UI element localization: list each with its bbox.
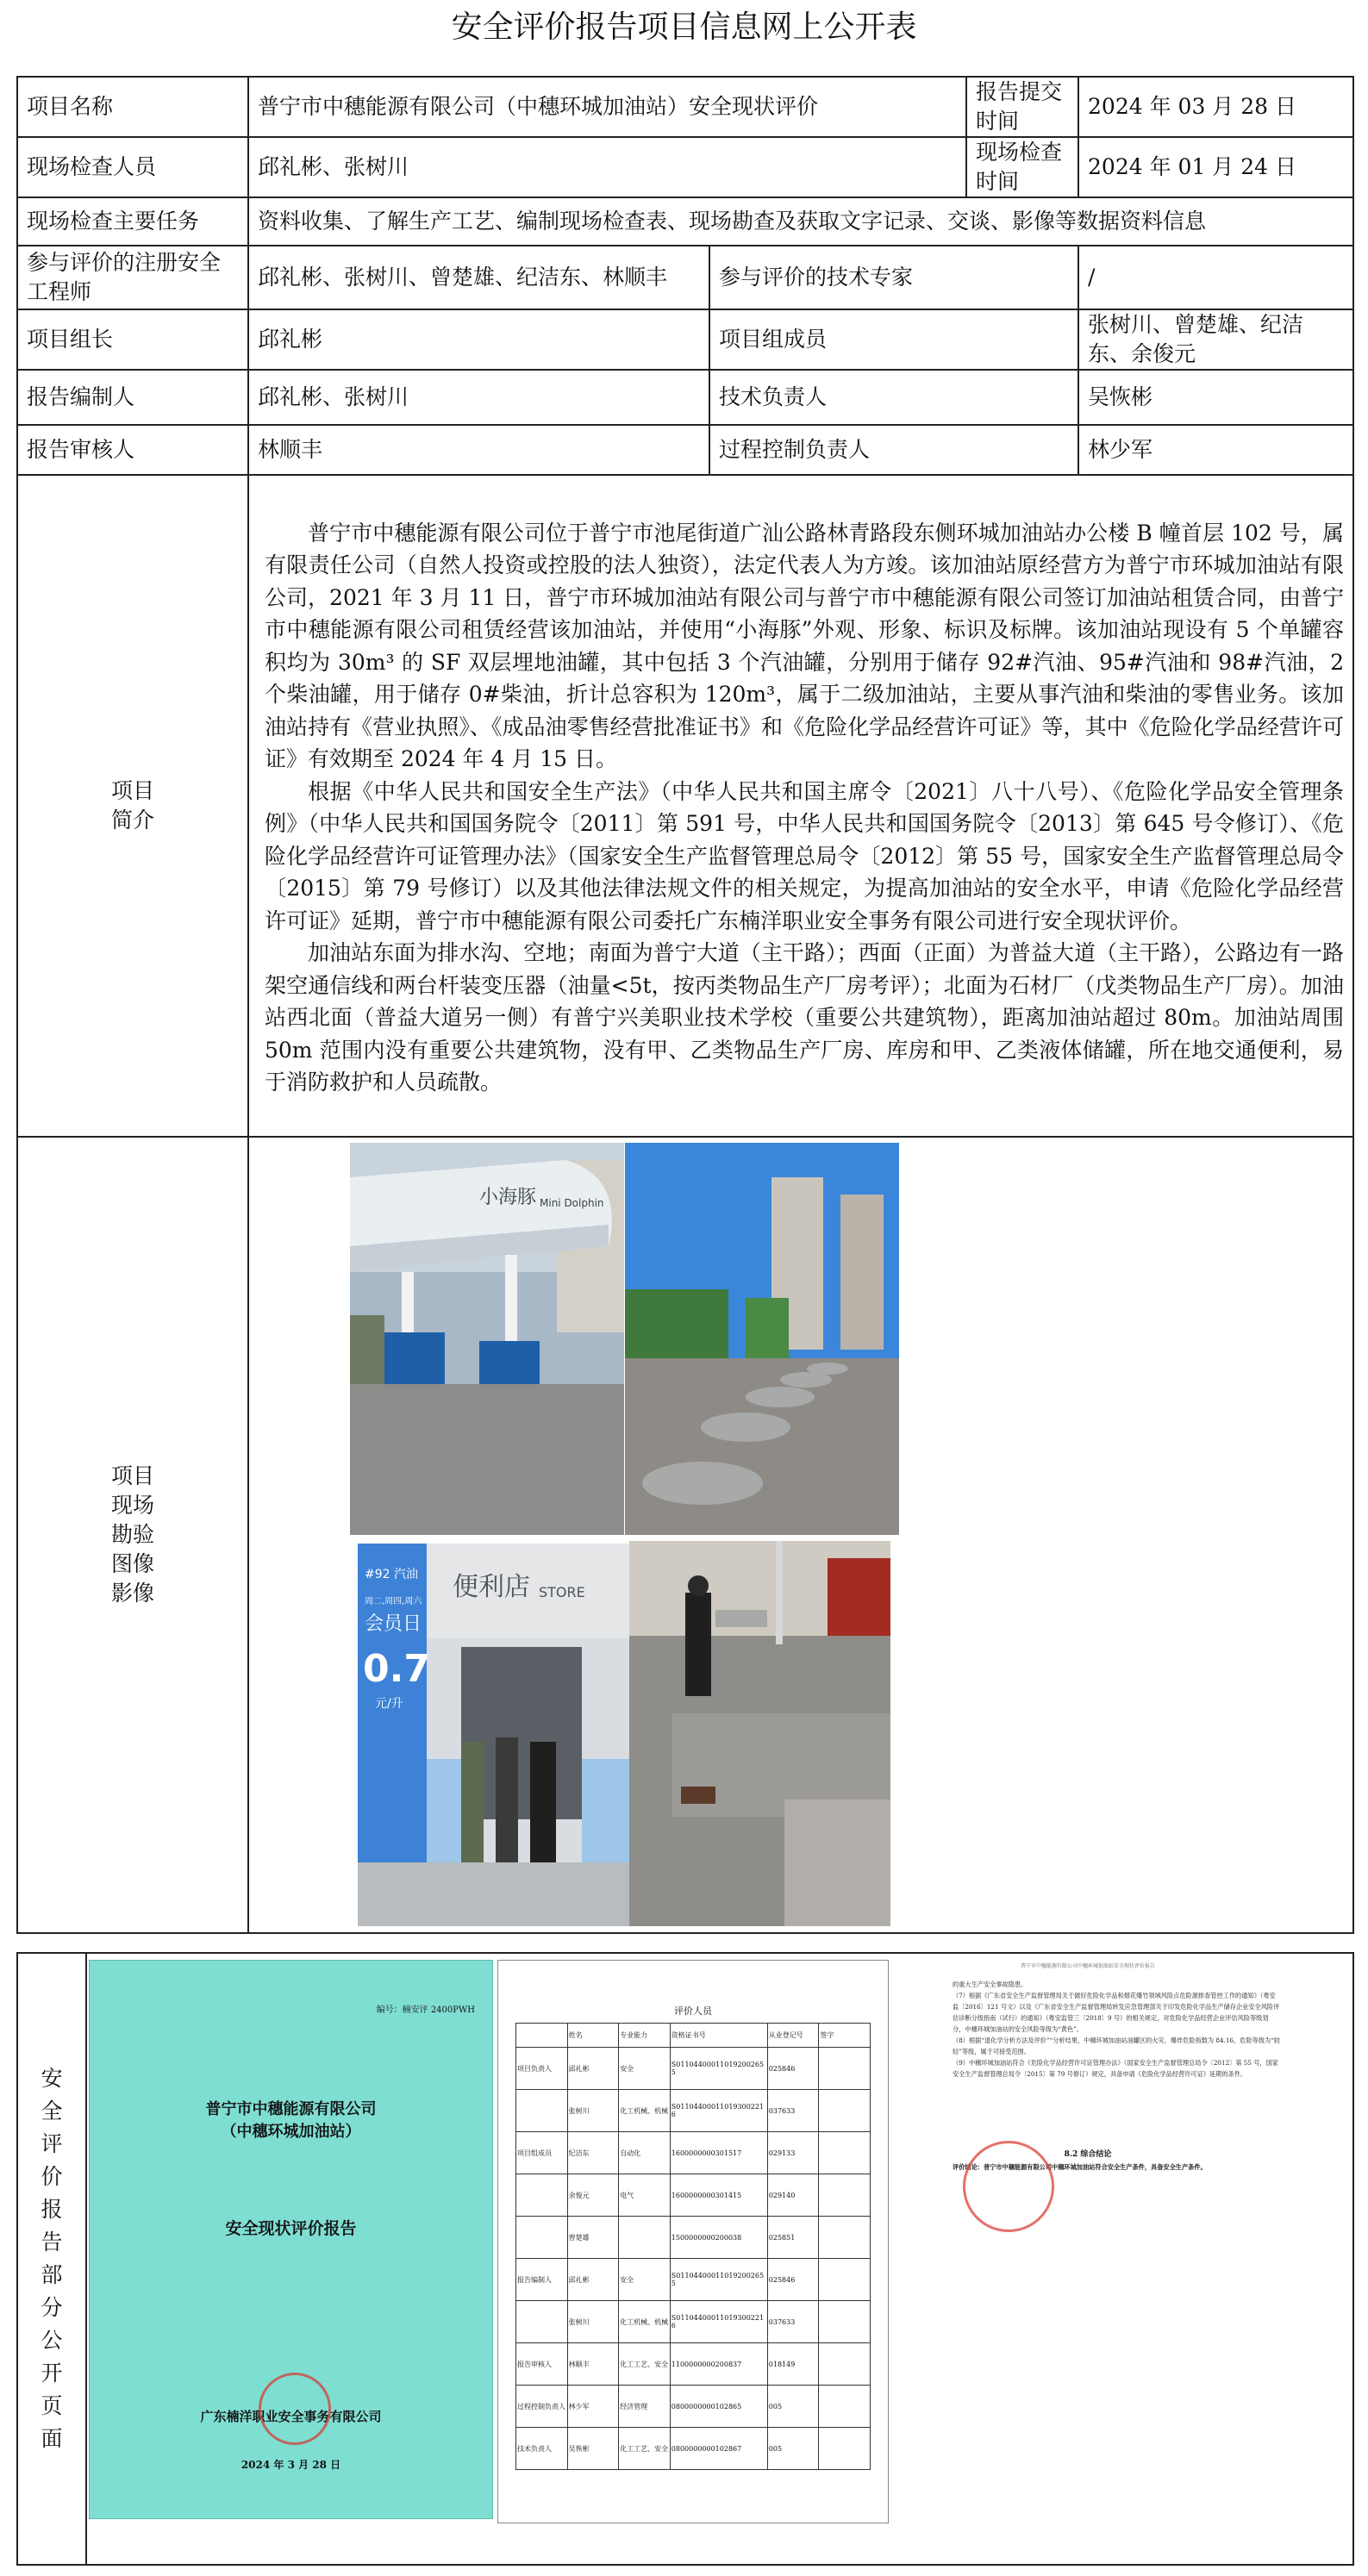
staff-row: 报告审核人 林顺丰 化工工艺、安全 1100000000200837 018149 [516, 2343, 871, 2386]
banner-title: 会员日 [365, 1613, 422, 1635]
cover-stamp [259, 2373, 331, 2445]
canopy-sign: 小海豚 [479, 1187, 537, 1208]
staff-row: 曾楚雄 1500000000200038 025851 [516, 2217, 871, 2259]
banner-days: 周二,周四,周六 [365, 1597, 422, 1606]
staff-title: 评价人员 [674, 2005, 712, 2017]
conclusion-section: 8.2 综合结论 [1064, 2150, 1112, 2159]
label-reviewer: 报告审核人 [17, 425, 248, 475]
cover-report-title: 安全现状评价报告 [225, 2219, 357, 2238]
value-inspectors: 邱礼彬、张树川 [248, 137, 966, 197]
photo-tank-area [625, 1143, 899, 1535]
staff-row: 张树川 化工机械、机械 S011044000110193002216 037633 [516, 2090, 871, 2132]
store-sign: 便利店 [453, 1572, 530, 1602]
intro-paragraph: 根据《中华人民共和国安全生产法》（中华人民共和国主席令〔2021〕八十八号）、《危险化学品安全管理条例》（中华人民共和国国务院令〔2011〕第 591 号，中华人民共和国国务院令〔2013〕第 645 号令修订）、《危险化学品经营许可证管理办法》（国家安全生产监督管理总局令〔2012〕第 55 号，国家安全生产监督管理总局令〔2015〕第 79 号修订）以及其他法律法规文件的相关规定，为提高加油站的安全水平，申请《危险化学品经营许可证》延期，普宁市中穗能源有限公司委托广东楠洋职业安全事务有限公司进行安全现状评价。 [265, 778, 1345, 933]
value-experts: / [1078, 246, 1353, 309]
value-submit-time: 2024 年 03 月 28 日 [1078, 77, 1353, 137]
cover-company: 普宁市中穗能源有限公司 [205, 2100, 377, 2118]
conclusion-page [894, 1960, 1282, 2522]
banner-price: 0.7 [363, 1647, 430, 1691]
canopy-sign-en: Mini Dolphin [540, 1197, 604, 1209]
public-label: 安全评价报告部分公开页面 [17, 1953, 86, 2565]
cover-date: 2024 年 3 月 28 日 [240, 2459, 341, 2471]
staff-row: 张树川 化工机械、机械 S011044000110193002216 037633 [516, 2301, 871, 2343]
value-leader: 邱礼彬 [248, 309, 709, 370]
label-experts: 参与评价的技术专家 [709, 246, 1078, 309]
cover-station: （中穗环城加油站） [221, 2123, 361, 2141]
store-sign-en: STORE [539, 1584, 585, 1600]
value-tasks: 资料收集、了解生产工艺、编制现场检查表、现场勘查及获取文字记录、交谈、影像等数据资料信息 [248, 197, 1353, 246]
value-compiler: 邱礼彬、张树川 [248, 370, 709, 425]
label-leader: 项目组长 [17, 309, 248, 370]
public-pages-cell [86, 1953, 1353, 2565]
label-project-name: 项目名称 [17, 77, 248, 137]
photos-cell [248, 1137, 1353, 1933]
staff-header-row: 姓名 专业能力 资格证书号 从业登记号 签字 [516, 2024, 871, 2048]
value-reviewer: 林顺丰 [248, 425, 709, 475]
value-process: 林少军 [1078, 425, 1353, 475]
value-project-name: 普宁市中穗能源有限公司（中穗环城加油站）安全现状评价 [248, 77, 966, 137]
value-inspect-time: 2024 年 01 月 24 日 [1078, 137, 1353, 197]
conclusion-text: 的重大生产安全事故隐患。 （7）根据《广东省安全生产监督管理局关于做好危险化学品和烟花爆竹领域风险点危险源排查管控工作的通知》（粤安监〔2016〕121 号文）以及《广东省安全生产监督管理局转发应急管理部关于印发危险化学品生产储存企业安全风险评估诊断分级指南（试行）的通知》（粤安监管三〔2018〕9 号）的相关规定，对危险化学品经营企业评估风险等级划分，中穗环城加油站的安全风险等级为“黄色”。 （8）根据“退化学分析方法及评价”“分析结果，中穗环城加油站油罐区的火灾、爆炸危险指数为 84.16，危险等级为“较轻”等级，属于可接受范围。 （9）中穗环城加油站符合《危险化学品经营许可证管理办法》（国家安全生产监督管理总局令〔2012〕第 55 号，国家安全生产监督管理总局令〔2015〕第 79 号修订）规定，具备申请《危险化学品经营许可证》延期的条件。 [953, 1980, 1280, 2078]
banner-unit: 元/升 [375, 1697, 403, 1711]
staff-table [515, 2023, 871, 2470]
conclusion-stamp [963, 2141, 1054, 2232]
label-inspect-time: 现场检查时间 [966, 137, 1078, 197]
label-members: 项目组成员 [709, 309, 1078, 370]
public-pages-table [16, 1952, 1354, 2566]
label-submit-time: 报告提交时间 [966, 77, 1078, 137]
label-engineers: 参与评价的注册安全工程师 [17, 246, 248, 309]
banner-fuel: #92 汽油 [365, 1568, 418, 1581]
value-members: 张树川、曾楚雄、纪洁东、余俊元 [1078, 309, 1353, 370]
label-compiler: 报告编制人 [17, 370, 248, 425]
intro-label: 项目简介 [17, 475, 248, 1137]
label-tasks: 现场检查主要任务 [17, 197, 248, 246]
staff-row: 报告编制人 邱礼彬 安全 S011044000110192002655 025846 [516, 2259, 871, 2301]
intro-paragraph: 加油站东面为排水沟、空地；南面为普宁大道（主干路）；西面（正面）为普益大道（主干路），公路边有一路架空通信线和两台杆装变压器（油量<5t，按丙类物品生产厂房考评）；北面为石材厂（戊类物品生产厂房）。加油站西北面（普益大道另一侧）有普宁兴美职业技术学校（重要公共建筑物），距离加油站超过 80m。加油站周围 50m 范围内没有重要公共建筑物，没有甲、乙类物品生产厂房、库房和甲、乙类液体储罐，所在地交通便利，易于消防救护和人员疏散。 [265, 940, 1345, 1095]
conclusion-verdict: 评价结论：普宁市中穗能源有限公司中穗环城加油站符合安全生产条件，具备安全生产条件。 [953, 2163, 1207, 2171]
label-process: 过程控制负责人 [709, 425, 1078, 475]
photo-inspection [629, 1541, 890, 1926]
intro-paragraph: 普宁市中穗能源有限公司位于普宁市池尾街道广汕公路林青路段东侧环城加油站办公楼 B 幢首层 102 号，属有限责任公司（自然人投资或控股的法人独资），法定代表人为方竣。该加油站原经营方为普宁市环城加油站有限公司，2021 年 3 月 11 日，普宁市环城加油站有限公司与普宁市中穗能源有限公司签订加油站租赁合同，由普宁市中穗能源有限公司租赁经营该加油站，并使用“小海豚”外观、形象、标识及标牌。该加油站现设有 5 个单罐容积均为 30m³ 的 SF 双层埋地油罐，其中包括 3 个汽油罐，分别用于储存 92#汽油、95#汽油和 98#汽油，2 个柴油罐，用于储存 0#柴油，折计总容积为 120m³，属于二级加油站，主要从事汽油和柴油的零售业务。该加油站持有《营业执照》、《成品油零售经营批准证书》和《危险化学品经营许可证》等，其中《危险化学品经营许可证》有效期至 2024 年 4 月 15 日。 [265, 520, 1345, 771]
staff-row: 过程控制负责人 林少军 经济管理 0800000000102865 005 [516, 2386, 871, 2428]
label-tech: 技术负责人 [709, 370, 1078, 425]
staff-row: 项目组成员 纪洁东 自动化 1600000000301517 029133 [516, 2132, 871, 2174]
info-grid [16, 76, 1354, 1934]
staff-page [497, 1960, 889, 2523]
cover-doc-no: 编号：楠安评 2400PWH [376, 2005, 475, 2015]
page-title: 安全评价报告项目信息网上公开表 [451, 9, 917, 45]
photo-store [358, 1544, 629, 1926]
intro-body [248, 475, 1353, 1137]
photos-label: 项目现场勘验图像影像 [17, 1137, 248, 1933]
staff-row: 余俊元 电气 1600000000301415 029140 [516, 2174, 871, 2217]
cover-agency: 广东楠洋职业安全事务有限公司 [200, 2409, 382, 2424]
report-cover [89, 1960, 493, 2519]
value-engineers: 邱礼彬、张树川、曾楚雄、纪洁东、林顺丰 [248, 246, 709, 309]
label-inspectors: 现场检查人员 [17, 137, 248, 197]
conclusion-header: 普宁市中穗能源有限公司中穗环城加油站安全现状评价报告 [1020, 1963, 1155, 1969]
staff-row: 技术负责人 吴恢彬 化工工艺、安全 0800000000102867 005 [516, 2428, 871, 2470]
photo-canopy [350, 1143, 624, 1535]
staff-row: 项目负责人 邱礼彬 安全 S011044000110192002655 025846 [516, 2048, 871, 2090]
value-tech: 吴恢彬 [1078, 370, 1353, 425]
